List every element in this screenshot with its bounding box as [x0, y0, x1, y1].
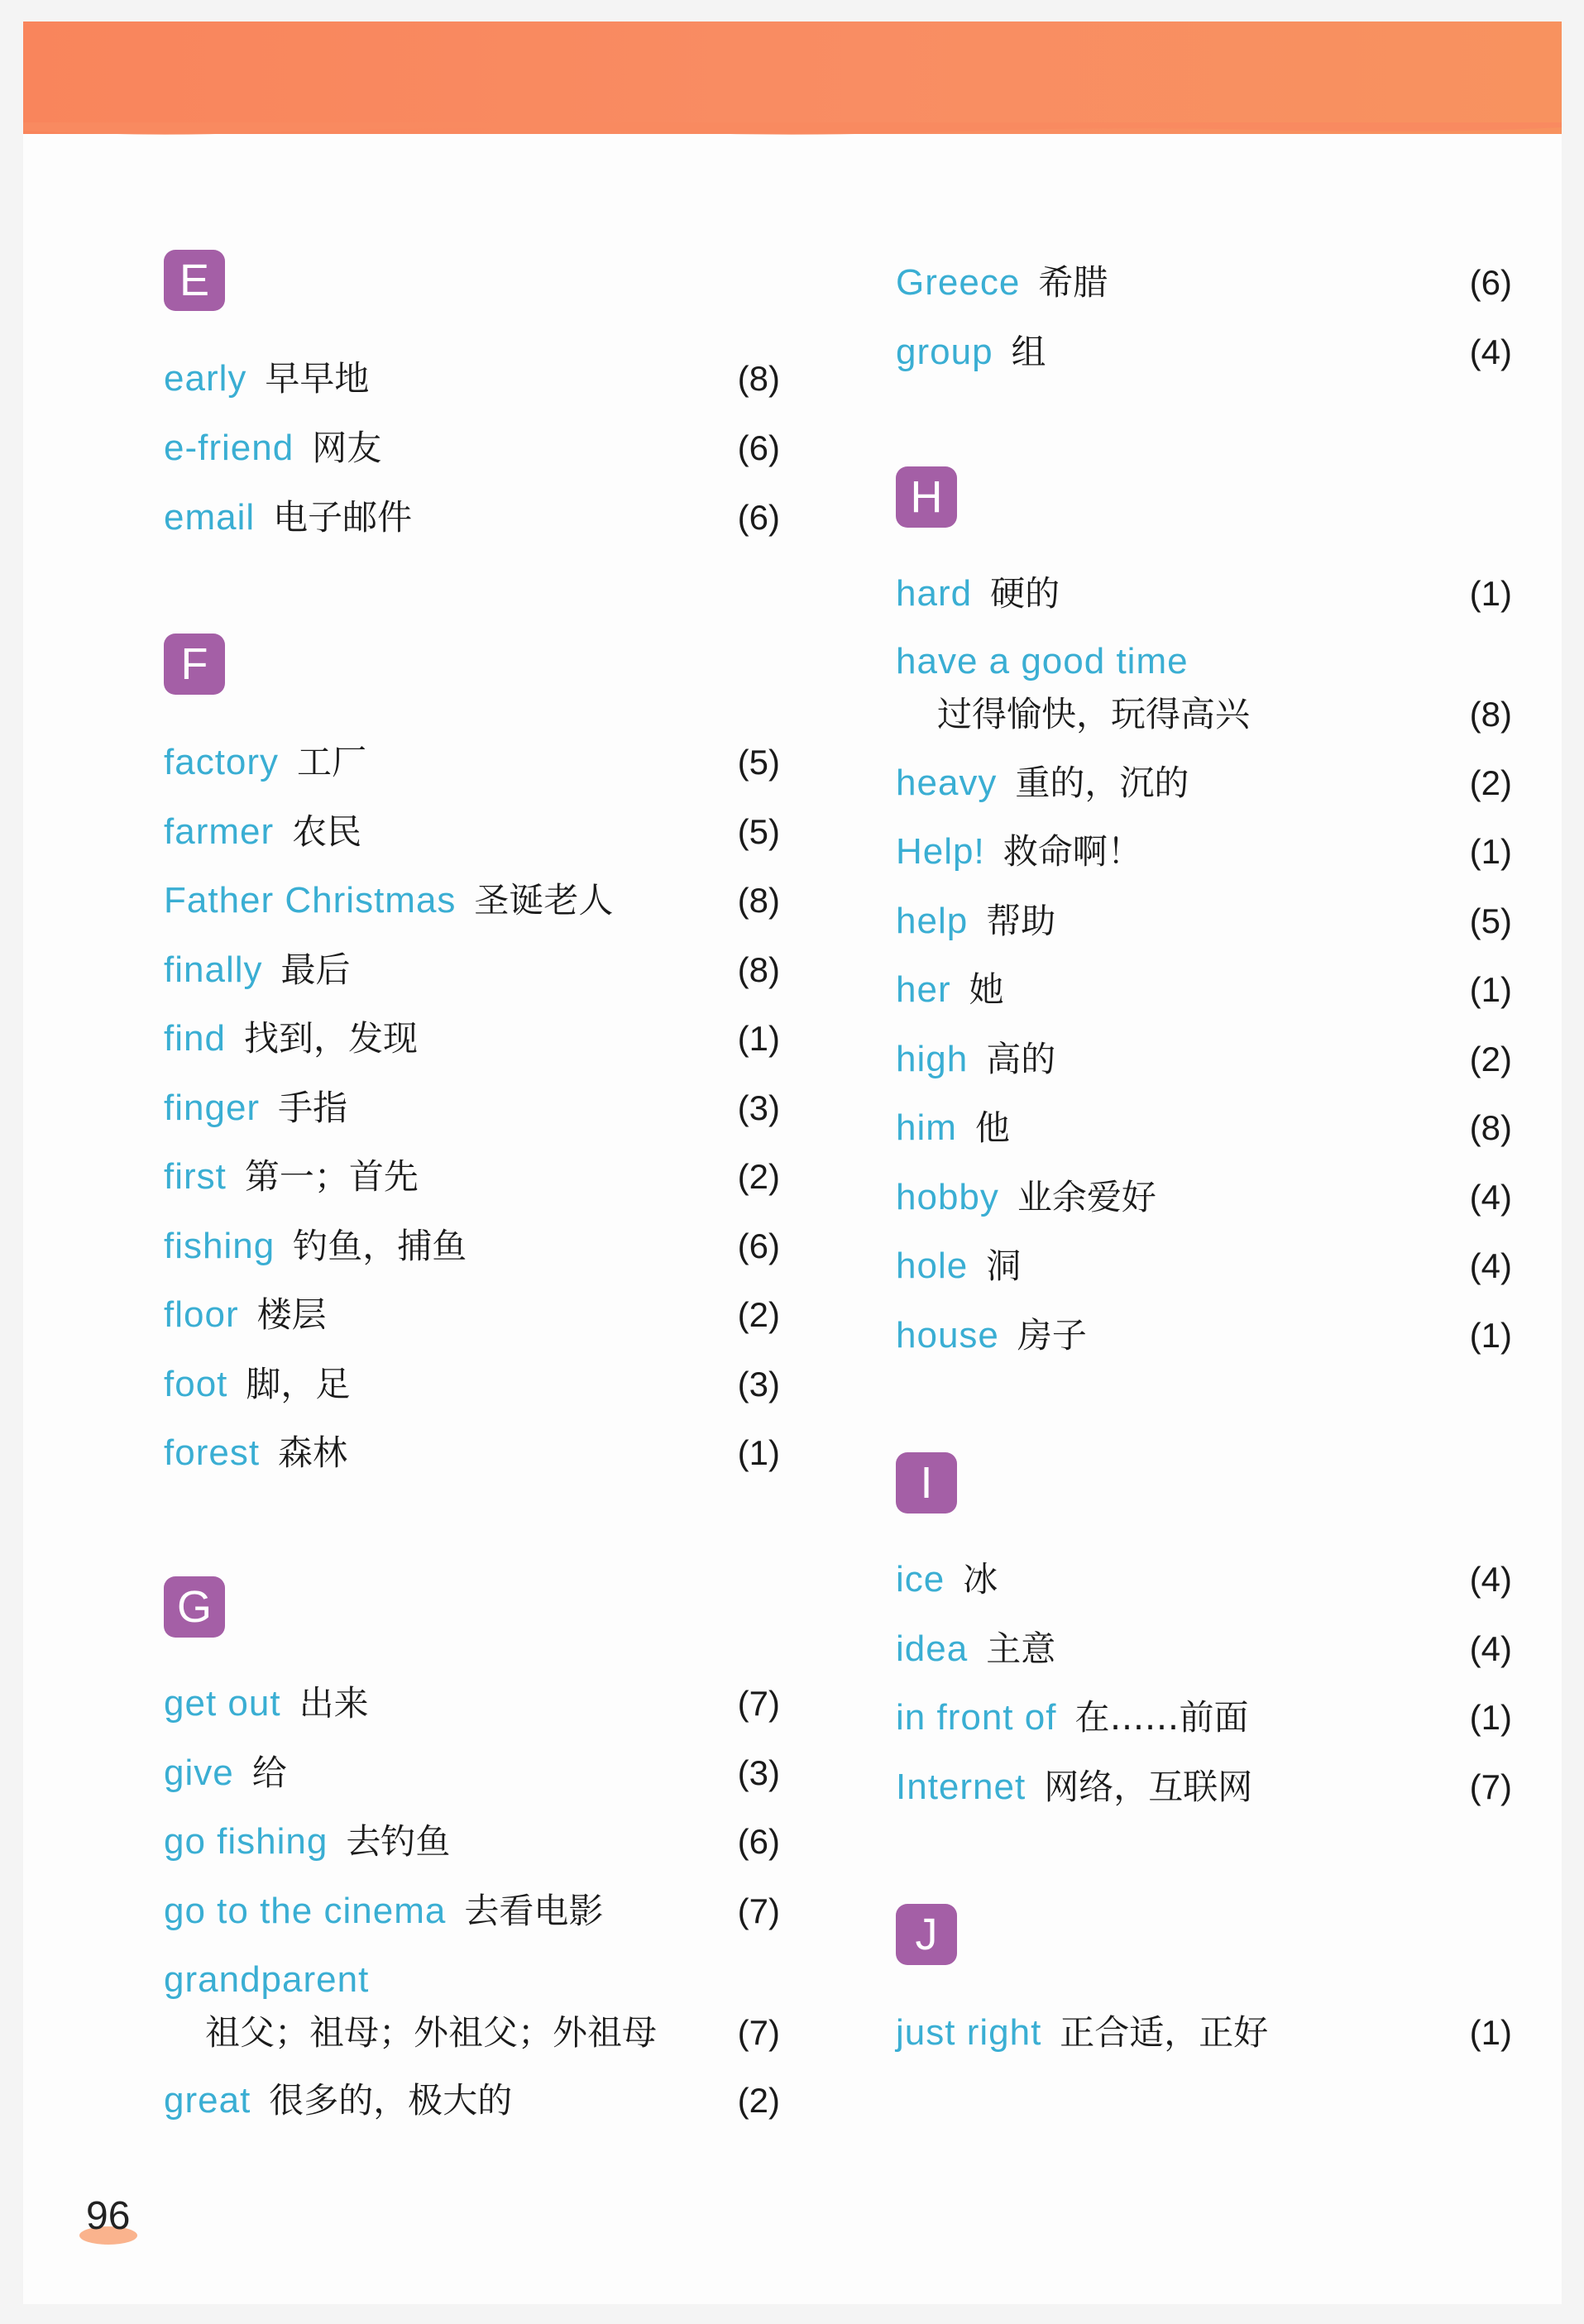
entry-row [896, 1624, 1512, 1674]
chinese-meaning: 出来 [299, 1683, 369, 1724]
english-word: ice [896, 1559, 945, 1600]
chinese-meaning: 希腊 [1038, 262, 1108, 303]
unit-number: (1) [1469, 832, 1512, 871]
chinese-meaning: 网友 [312, 428, 382, 468]
english-word: just right [896, 2012, 1042, 2053]
english-word: first [164, 1156, 227, 1197]
entry-row [896, 1173, 1512, 1222]
chinese-meaning: 他 [974, 1107, 1010, 1148]
entry-row [164, 1083, 780, 1133]
unit-number: (8) [737, 359, 780, 398]
unit-number: (2) [1469, 763, 1512, 802]
english-word: go to the cinema [164, 1891, 447, 1931]
english-word: heavy [896, 763, 998, 803]
unit-number: (1) [737, 1019, 780, 1058]
header-banner [23, 22, 1562, 134]
chinese-meaning: 硬的 [990, 573, 1060, 614]
english-word: him [896, 1107, 957, 1148]
unit-number: (7) [1469, 1767, 1512, 1806]
unit-number: (5) [737, 743, 780, 782]
unit-number: (3) [737, 1365, 780, 1403]
english-word: Greece [896, 262, 1021, 303]
english-word: give [164, 1753, 234, 1793]
page-number: 96 [86, 2194, 131, 2238]
unit-number: (3) [737, 1753, 780, 1792]
english-word: her [896, 969, 951, 1010]
unit-number: (6) [737, 1822, 780, 1861]
chinese-meaning: 业余爱好 [1017, 1177, 1156, 1217]
entry-row [896, 1103, 1512, 1153]
entry-row [164, 1955, 780, 2059]
unit-number: (1) [1469, 970, 1512, 1009]
entry-row [896, 965, 1512, 1015]
english-word: in front of [896, 1697, 1057, 1738]
unit-number: (7) [737, 2013, 780, 2052]
entry-row [896, 1762, 1512, 1812]
english-word: hard [896, 573, 973, 614]
entry-row [164, 1360, 780, 1409]
english-word: fishing [164, 1226, 275, 1266]
entry-row [164, 1817, 780, 1867]
english-word: great [164, 2080, 251, 2121]
entry-row [164, 1428, 780, 1478]
unit-number: (8) [737, 881, 780, 920]
chinese-meaning: 手指 [278, 1088, 348, 1128]
entry-row [164, 807, 780, 857]
unit-number: (2) [737, 1157, 780, 1196]
chinese-meaning: 主意 [986, 1628, 1056, 1669]
chinese-meaning: 圣诞老人 [474, 880, 614, 921]
chinese-meaning: 第一；首先 [244, 1156, 419, 1197]
entry-row [164, 1290, 780, 1340]
chinese-meaning: 救命啊！ [1003, 831, 1142, 872]
unit-number: (1) [737, 1433, 780, 1472]
entry-row [896, 897, 1512, 946]
chinese-meaning: 她 [969, 969, 1004, 1010]
english-word: hole [896, 1246, 969, 1286]
unit-number: (2) [737, 2081, 780, 2120]
english-word: finger [164, 1088, 261, 1128]
chinese-meaning: 冰 [963, 1559, 998, 1600]
entry-row [164, 1014, 780, 1064]
entry-row [896, 1311, 1512, 1360]
unit-number: (8) [737, 950, 780, 989]
entry-row [896, 1555, 1512, 1604]
chinese-meaning: 去钓鱼 [346, 1821, 451, 1862]
chinese-meaning: 脚，足 [246, 1364, 351, 1404]
english-word: Help! [896, 831, 985, 872]
english-word: group [896, 332, 993, 372]
english-word: factory [164, 742, 280, 782]
chinese-meaning: 高的 [986, 1039, 1056, 1079]
letter-badge-j: J [896, 1904, 957, 1965]
letter-badge-i: I [896, 1452, 957, 1513]
chinese-meaning: 很多的，极大的 [269, 2080, 513, 2121]
entry-row [164, 1152, 780, 1202]
chinese-meaning: 最后 [280, 949, 351, 990]
english-word: floor [164, 1294, 239, 1335]
english-word: Father Christmas [164, 880, 457, 921]
chinese-meaning: 祖父；祖母；外祖父；外祖母 [205, 2012, 658, 2053]
english-word: go fishing [164, 1821, 328, 1862]
chinese-meaning: 早早地 [265, 358, 370, 399]
unit-number: (1) [1469, 1698, 1512, 1737]
unit-number: (1) [1469, 2013, 1512, 2052]
english-word: high [896, 1039, 969, 1079]
entry-row [896, 827, 1512, 877]
chinese-meaning: 给 [251, 1753, 287, 1793]
chinese-meaning: 重的，沉的 [1015, 763, 1189, 803]
chinese-meaning: 洞 [986, 1246, 1022, 1286]
letter-badge-h: H [896, 466, 957, 528]
entry-row [896, 328, 1512, 377]
chinese-meaning: 过得愉快，玩得高兴 [937, 694, 1251, 734]
entry-row [896, 1241, 1512, 1291]
entry-row [164, 493, 780, 543]
chinese-meaning: 森林 [278, 1432, 348, 1473]
chinese-meaning: 帮助 [986, 901, 1056, 941]
english-word: foot [164, 1364, 228, 1404]
english-word: house [896, 1315, 999, 1356]
unit-number: (4) [1469, 1246, 1512, 1285]
chinese-meaning: 钓鱼，捕鱼 [293, 1226, 467, 1266]
unit-number: (8) [1469, 695, 1512, 734]
entry-row [164, 876, 780, 925]
entry-row [164, 738, 780, 787]
unit-number: (5) [1469, 901, 1512, 940]
unit-number: (7) [737, 1684, 780, 1723]
unit-number: (2) [1469, 1040, 1512, 1078]
entry-row [896, 637, 1512, 741]
entry-row [164, 354, 780, 404]
unit-number: (6) [737, 428, 780, 467]
chinese-meaning: 房子 [1017, 1315, 1087, 1356]
entry-row [896, 1693, 1512, 1743]
english-word: idea [896, 1628, 969, 1669]
english-word: Internet [896, 1767, 1026, 1807]
unit-number: (5) [737, 812, 780, 851]
chinese-meaning: 网络，互联网 [1044, 1767, 1253, 1807]
entry-row [896, 2008, 1512, 2058]
unit-number: (1) [1469, 574, 1512, 613]
chinese-meaning: 组 [1011, 332, 1046, 372]
unit-number: (7) [737, 1891, 780, 1930]
banner-torn-edge [23, 122, 1562, 141]
english-word: finally [164, 949, 263, 990]
chinese-meaning: 电子邮件 [273, 497, 413, 538]
entry-row [164, 1222, 780, 1271]
chinese-meaning: 农民 [292, 811, 362, 852]
letter-badge-g: G [164, 1576, 225, 1638]
entry-row [164, 1679, 780, 1729]
unit-number: (1) [1469, 1316, 1512, 1355]
chinese-meaning: 去看电影 [464, 1891, 604, 1931]
unit-number: (2) [737, 1295, 780, 1334]
entry-row [896, 1035, 1512, 1084]
unit-number: (6) [737, 498, 780, 537]
entry-row [896, 758, 1512, 808]
english-word: get out [164, 1683, 281, 1724]
english-word: hobby [896, 1177, 999, 1217]
english-word: find [164, 1018, 226, 1059]
english-word: grandparent [164, 1959, 370, 2000]
unit-number: (4) [1469, 1629, 1512, 1668]
unit-number: (4) [1469, 332, 1512, 371]
entry-row [896, 258, 1512, 308]
unit-number: (3) [737, 1088, 780, 1127]
entry-row [164, 1748, 780, 1798]
chinese-meaning: 楼层 [256, 1294, 327, 1335]
english-word: e-friend [164, 428, 294, 468]
entry-row [896, 569, 1512, 619]
english-word: email [164, 497, 256, 538]
chinese-meaning: 工厂 [297, 742, 367, 782]
unit-number: (8) [1469, 1108, 1512, 1147]
entry-row [164, 423, 780, 473]
unit-number: (6) [1469, 263, 1512, 302]
entry-row [164, 1886, 780, 1936]
english-word: forest [164, 1432, 261, 1473]
entry-row [164, 945, 780, 995]
unit-number: (4) [1469, 1178, 1512, 1217]
chinese-meaning: 找到，发现 [243, 1018, 418, 1059]
english-word: farmer [164, 811, 275, 852]
chinese-meaning: 在……前面 [1074, 1697, 1249, 1738]
letter-badge-e: E [164, 250, 225, 311]
english-word: help [896, 901, 969, 941]
english-word: early [164, 358, 247, 399]
entry-row [164, 2076, 780, 2126]
unit-number: (4) [1469, 1560, 1512, 1599]
chinese-meaning: 正合适，正好 [1060, 2012, 1269, 2053]
unit-number: (6) [737, 1227, 780, 1265]
letter-badge-f: F [164, 634, 225, 695]
english-word: have a good time [896, 641, 1189, 681]
